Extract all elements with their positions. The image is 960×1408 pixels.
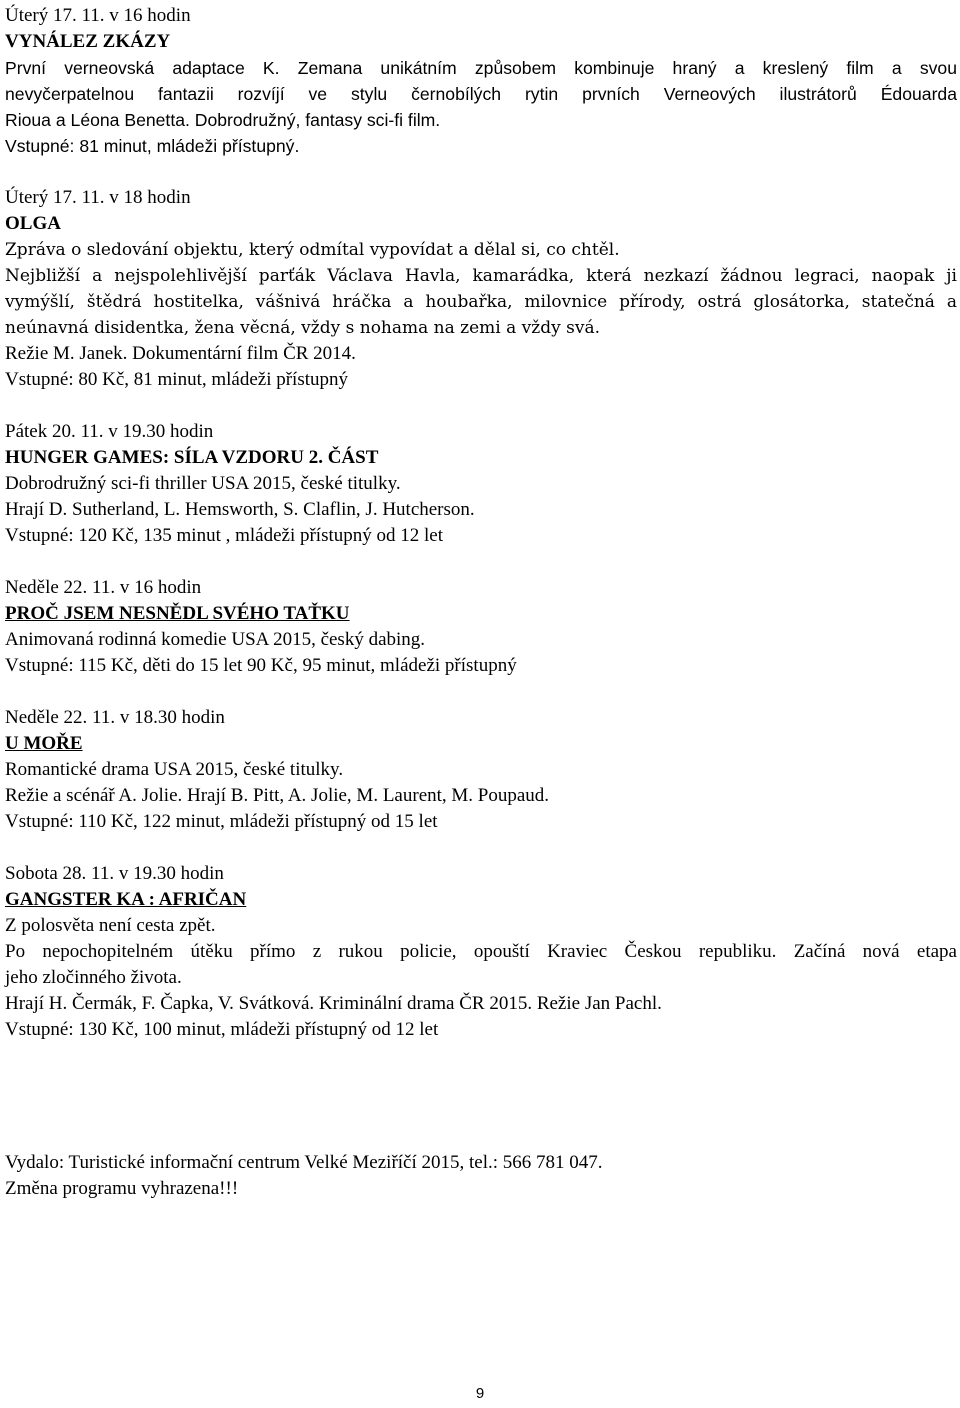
event-cast: Hrají D. Sutherland, L. Hemsworth, S. Claflin, J. Hutcherson. [5, 499, 475, 520]
event-gangster-ka [5, 861, 957, 1043]
event-cast: Režie a scénář A. Jolie. Hrají B. Pitt, A. Jolie, M. Laurent, M. Poupaud. [5, 785, 550, 806]
event-description-line: První verneovská adaptace K. Zemana unikátním způsobem kombinuje hraný a kreslený film a svou [5, 58, 957, 78]
event-description-line: neúnavná disidentka, žena věcná, vždy s nohama na zemi a vždy svá. [5, 318, 600, 338]
event-genre: Animovaná rodinná komedie USA 2015, český dabing. [5, 629, 426, 650]
event-title: GANGSTER KA : AFRIČAN [5, 889, 247, 910]
event-admission: Vstupné: 81 minut, mládeži přístupný. [5, 136, 300, 156]
page-number: 9 [475, 1385, 485, 1402]
event-vynalez-zkazy [5, 3, 957, 159]
event-genre: Dobrodružný sci-fi thriller USA 2015, české titulky. [5, 473, 401, 494]
spacer [5, 679, 957, 705]
event-u-more [5, 705, 957, 835]
event-title: OLGA [5, 213, 61, 234]
event-description-line: jeho zločinného života. [5, 967, 182, 988]
event-description-line: Rioua a Léona Benetta. Dobrodružný, fantasy sci-fi film. [5, 110, 441, 130]
event-admission: Vstupné: 110 Kč, 122 minut, mládeži přístupný od 15 let [5, 811, 438, 832]
event-title: VYNÁLEZ ZKÁZY [5, 31, 171, 52]
event-description-line: Po nepochopitelném útěku přímo z rukou policie, opouští Kraviec Českou republiku. Začíná nová etapa [5, 941, 957, 962]
event-date: Úterý 17. 11. v 16 hodin [5, 5, 191, 26]
event-description-line: nevyčerpatelnou fantazii rozvíjí ve stylu černobílých rytin prvních Verneových ilustrátorů Édouarda [5, 84, 957, 104]
event-credits: Režie M. Janek. Dokumentární film ČR 2014. [5, 343, 356, 364]
program-listing [5, 3, 957, 1043]
event-admission: Vstupné: 115 Kč, děti do 15 let 90 Kč, 95 minut, mládeži přístupný [5, 655, 517, 676]
event-credits: Hrají H. Čermák, F. Čapka, V. Svátková. Kriminální drama ČR 2015. Režie Jan Pachl. [5, 993, 662, 1014]
event-description-line: vymýšlí, štědrá hostitelka, vášnivá hráčka a houbařka, milovnice přírody, ostrá glosátorka, statečná a [5, 292, 957, 312]
event-title: HUNGER GAMES: SÍLA VZDORU 2. ČÁST [5, 447, 379, 468]
event-proc-jsem-nesnedl [5, 575, 957, 679]
spacer [5, 835, 957, 861]
event-admission: Vstupné: 120 Kč, 135 minut , mládeži přístupný od 12 let [5, 525, 444, 546]
event-date: Pátek 20. 11. v 19.30 hodin [5, 421, 214, 442]
event-date: Sobota 28. 11. v 19.30 hodin [5, 863, 224, 884]
spacer [5, 393, 957, 419]
spacer [5, 549, 957, 575]
event-admission: Vstupné: 130 Kč, 100 minut, mládeži přístupný od 12 let [5, 1019, 439, 1040]
event-admission: Vstupné: 80 Kč, 81 minut, mládeži přístupný [5, 369, 349, 390]
event-date: Neděle 22. 11. v 16 hodin [5, 577, 202, 598]
event-description-line: Nejbližší a nejspolehlivější parťák Václava Havla, kamarádka, která nezkazí žádnou legraci, naopak ji [5, 266, 957, 286]
event-subtitle: Zpráva o sledování objektu, který odmítal vypovídat a dělal si, co chtěl. [5, 240, 620, 260]
event-genre: Romantické drama USA 2015, české titulky. [5, 759, 344, 780]
event-date: Úterý 17. 11. v 18 hodin [5, 187, 191, 208]
event-tagline: Z polosvěta není cesta zpět. [5, 915, 216, 936]
event-hunger-games [5, 419, 957, 549]
publisher-info: Vydalo: Turistické informační centrum Velké Meziříčí 2015, tel.: 566 781 047. [5, 1152, 603, 1173]
event-date: Neděle 22. 11. v 18.30 hodin [5, 707, 225, 728]
event-title: U MOŘE [5, 733, 83, 754]
spacer [5, 159, 957, 185]
change-notice: Změna programu vyhrazena!!! [5, 1178, 239, 1199]
event-olga [5, 185, 957, 393]
event-title: PROČ JSEM NESNĚDL SVÉHO TAŤKU [5, 603, 350, 624]
footer [5, 1150, 957, 1202]
